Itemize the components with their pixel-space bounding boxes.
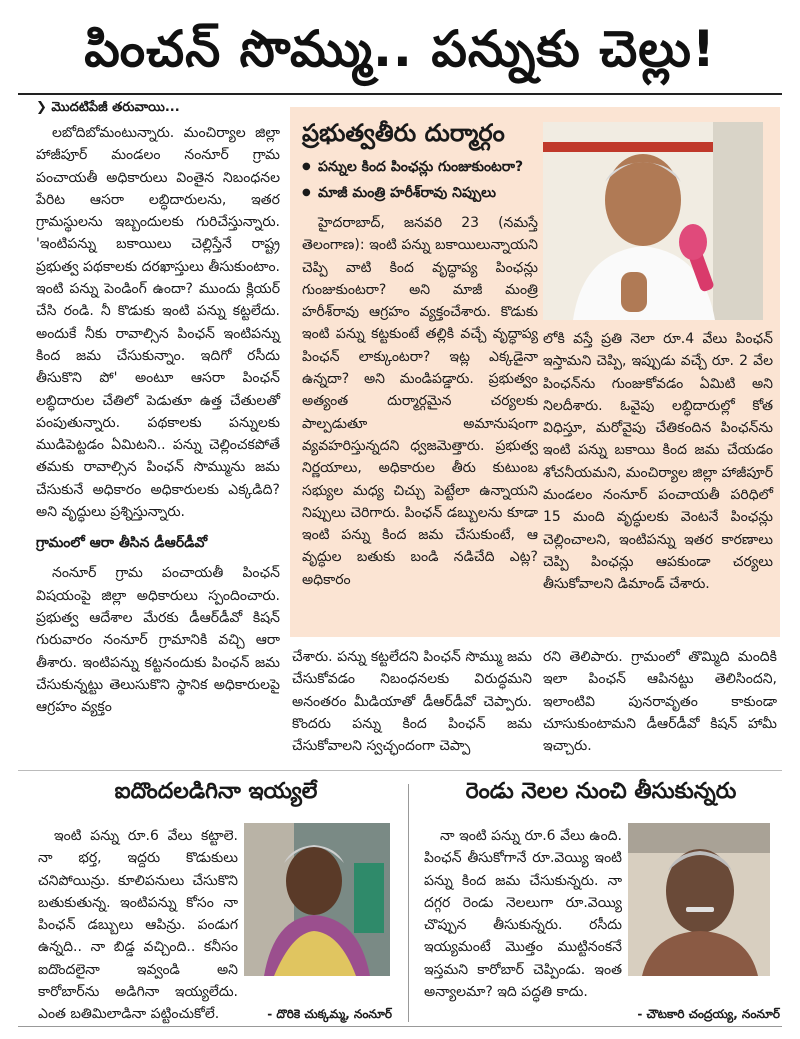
bottom-left-text (38, 825, 238, 1026)
woman-photo (244, 823, 390, 976)
left-paragraph-2: నంనూర్ గ్రామ పంచాయతీ పింఛన్ విషయంపై జిల్లా అధికారులు స్పందించారు. ప్రభుత్వ ఆదేశాల మేరకు డీఆర్‌డీవో కిషన్ గురువారం నంనూర్ గ్రామానికి వచ్చి ఆరా తీశారు. ఇంటిపన్ను కట్టనందుకు పింఛన్ జమ చేసుకున్నట్టు తెలుసుకొని స్థానిక అధికారులపై ఆగ్రహం వ్యక్తం (36, 565, 280, 716)
bottom-left-title: ఐదొందలడిగినా ఇయ్యలే (114, 779, 318, 804)
left-body (36, 122, 280, 523)
continued-kicker: ❯ మొదటిపేజీ తరువాయి... (36, 100, 180, 115)
bottom-right-credit: - చౌటకారి చంద్రయ్య, నంనూర్ (637, 1007, 780, 1021)
woman-photo-illustration (244, 823, 390, 976)
box-body-left (302, 212, 538, 591)
mid-paragraph-2: రని తెలిపారు. గ్రామంలో తొమ్మిది మందికి ఇలా పింఛన్ ఆపినట్టు తెలిసిందని, ఇలాంటివి పునరావృతం కాకుండా చూసుకుంటామని డీఆర్‌డీవో కిషన్ హామీ ఇచ్చారు. (543, 649, 777, 755)
bottom-right-text (424, 825, 622, 1003)
bottom-left-credit: - దొరికె చుక్కమ్మ, నంనూర్ (267, 1007, 392, 1021)
box-paragraph-right: లోకి వస్తే ప్రతి నెలా రూ.4 వేలు పింఛన్ ఇస్తామని చెప్పి, ఇప్పుడు వచ్చే రూ. 2 వేల పింఛన్‌ను గుంజుకోవడం ఏమిటి అని నిలదీశారు. ఓవైపు లబ్ధిదారుల్లో కోత విధిస్తూ, మరోవైపు చేతికందిన పింఛన్‌ను ఇంటి పన్ను బకాయి కింద జమ చేయడం శోచనీయమని, మంచిర్యాల జిల్లా హాజీపూర్ మండలం నంనూర్ పంచాయతీ పరిధిలో 15 మంది వృద్ధులకు వెంటనే పింఛన్లు చెల్లించాలని, ఇంటిపన్ను ఇతర కారణాలు చెప్పి పింఛన్లు ఆపకుండా చర్యలు తీసుకోవాలని డిమాండ్ చేశారు. (543, 331, 773, 593)
man-photo (628, 823, 770, 976)
box-bullet: ● మాజీ మంత్రి హరీశ్‌రావు నిప్పులు (302, 182, 538, 204)
minister-photo-illustration (543, 122, 763, 320)
box-bullets (302, 156, 538, 204)
man-photo-illustration (628, 823, 770, 976)
box-body-right (543, 328, 773, 596)
left-paragraph: లబోదిబోమంటున్నారు. మంచిర్యాల జిల్లా హాజీపూర్ మండలం నంనూర్ గ్రామ పంచాయతీ అధికారులు వింతైన నిబంధనల పేరిట ఆసరా లబ్ధిదారులను, ఇతర గ్రామస్థులను ఇబ్బందులకు గురిచేస్తున్నారు. 'ఇంటిపన్ను బకాయిలు చెల్లిస్తేనే రాష్ట్ర ప్రభుత్వ పథకాలకు దరఖాస్తులు తీసుకుంటాం. ఇంటి పన్ను పెండింగ్ ఉందా? ముందు క్లియర్ చేసి రండి. నీ కొడుకు ఇంటి పన్ను కట్టలేదు. అందుకే నీకు రావాల్సిన పింఛన్ ఇంటిపన్ను కింద జమ చేసుకున్నాం. ఇదిగో రసీదు తీసుకొని పో' అంటూ ఆసరా పింఛన్ లబ్ధిదారుల చేతిలో పెడుతూ ఉత్త చేతులతో పంపుతున్నారు. పథకాలకు పన్నులకు ముడిపెట్టడం ఏమిటని.. పన్ను చెల్లించకపోతే తమకు రావాల్సిన పింఛన్ సొమ్మును జమ చేసుకునే అధికారం అధికారులకు ఎక్కడిది? అని వృద్ధులు ప్రశ్నిస్తున్నారు. (36, 125, 280, 521)
chevron-right-icon: ❯ (36, 100, 52, 115)
bottom-left-paragraph: ఇంటి పన్ను రూ.6 వేలు కట్టాలె. నా భర్త, ఇద్దరు కొడుకులు చనిపోయిన్రు. కూలిపనులు చేసుకొని బతుకుతున్న. ఇంటిపన్ను కోసం నా పింఛన్ డబ్బులు ఆపిన్రు. పండుగ ఉన్నది.. నా బిడ్డ వచ్చింది.. కనీసం ఐదొందలైనా ఇవ్వండి అని కారోబార్‌ను అడిగినా ఇయ్యలేదు. ఎంత బతిమిలాడినా పట్టించుకోలే. (38, 828, 238, 1023)
headline: పించన్ సొమ్ము.. పన్నుకు చెల్లు! (84, 20, 716, 78)
box-left-column (302, 116, 538, 591)
left-column (36, 100, 280, 718)
bottom-border (18, 1026, 782, 1027)
box-bullet: ● పన్నుల కింద పింఛన్లు గుంజుకుంటరా? (302, 156, 538, 178)
left-subhead: గ్రామంలో ఆరా తీసిన డీఆర్‌డీవో (36, 535, 208, 552)
box-right-column (543, 328, 773, 596)
mid-column-1 (292, 646, 532, 757)
box-title: ప్రభుత్వతీరు దుర్మార్గం (302, 119, 505, 147)
bottom-divider (408, 784, 409, 1022)
mid-paragraph-1: చేశారు. పన్ను కట్టలేదని పింఛన్ సొమ్ము జమ చేసుకోవడం నిబంధనలకు విరుద్ధమని అనంతరం మీడియాతో డీఆర్‌డీవో చెప్పారు. కొందరు పన్ను కింద పింఛన్ జమ చేసుకోవాలని స్వచ్ఛందంగా చెప్పా (292, 649, 532, 755)
bottom-right-title: రెండు నెలల నుంచి తీసుకున్నరు (465, 779, 737, 804)
bottom-right-paragraph: నా ఇంటి పన్ను రూ.6 వేలు ఉంది. పింఛన్ తీసుకోగానే రూ.వెయ్యి ఇంటి పన్ను కింద జమ చేసుకున్నరు. నా దగ్గర రెండు నెలలుగా రూ.వెయ్యి చొప్పున తీసుకున్నరు. రసీదు ఇయ్యమంటే మొత్తం ముట్టినంకనే ఇస్తమని కారోబార్ చెప్పిండు. ఇంత అన్యాలమా? ఇది పద్ధతి కాదు. (424, 828, 622, 1001)
headline-rule (18, 93, 782, 95)
mid-column-2 (543, 646, 777, 757)
bottom-separator (18, 770, 782, 771)
box-paragraph: హైదరాబాద్, జనవరి 23 (నమస్తే తెలంగాణ): ఇంటి పన్ను బకాయిలున్నాయని చెప్పి వాటి కింద వృద్ధాప్య పింఛన్లు గుంజుకుంటరా? అని మాజీ మంత్రి హరీశ్‌రావు ఆగ్రహం వ్యక్తంచేశారు. కొడుకు ఇంటి పన్ను కట్టకుంటే తల్లికి వచ్చే వృద్ధాప్య పింఛన్ లాక్కుంటరా? ఇట్ల ఎక్కడైనా ఉన్నదా? అని మండిపడ్డారు. ప్రభుత్వం అత్యంత దుర్మార్గమైన చర్యలకు పాల్పడుతూ అమానుషంగా వ్యవహరిస్తున్నదని ధ్వజమెత్తారు. ప్రభుత్వ నిర్ణయాలు, అధికారుల తీరు కుటుంబ సభ్యుల మధ్య చిచ్చు పెట్టేలా ఉన్నాయని నిప్పులు చెరిగారు. పింఛన్ డబ్బులను కూడా ఇంటి పన్ను కింద జమ చేసుకుంటే, ఆ వృద్ధుల బతుకు బండి నడిచేది ఎట్ల? అధికారం (302, 215, 538, 588)
minister-photo (543, 122, 763, 320)
left-body-2 (36, 562, 280, 718)
